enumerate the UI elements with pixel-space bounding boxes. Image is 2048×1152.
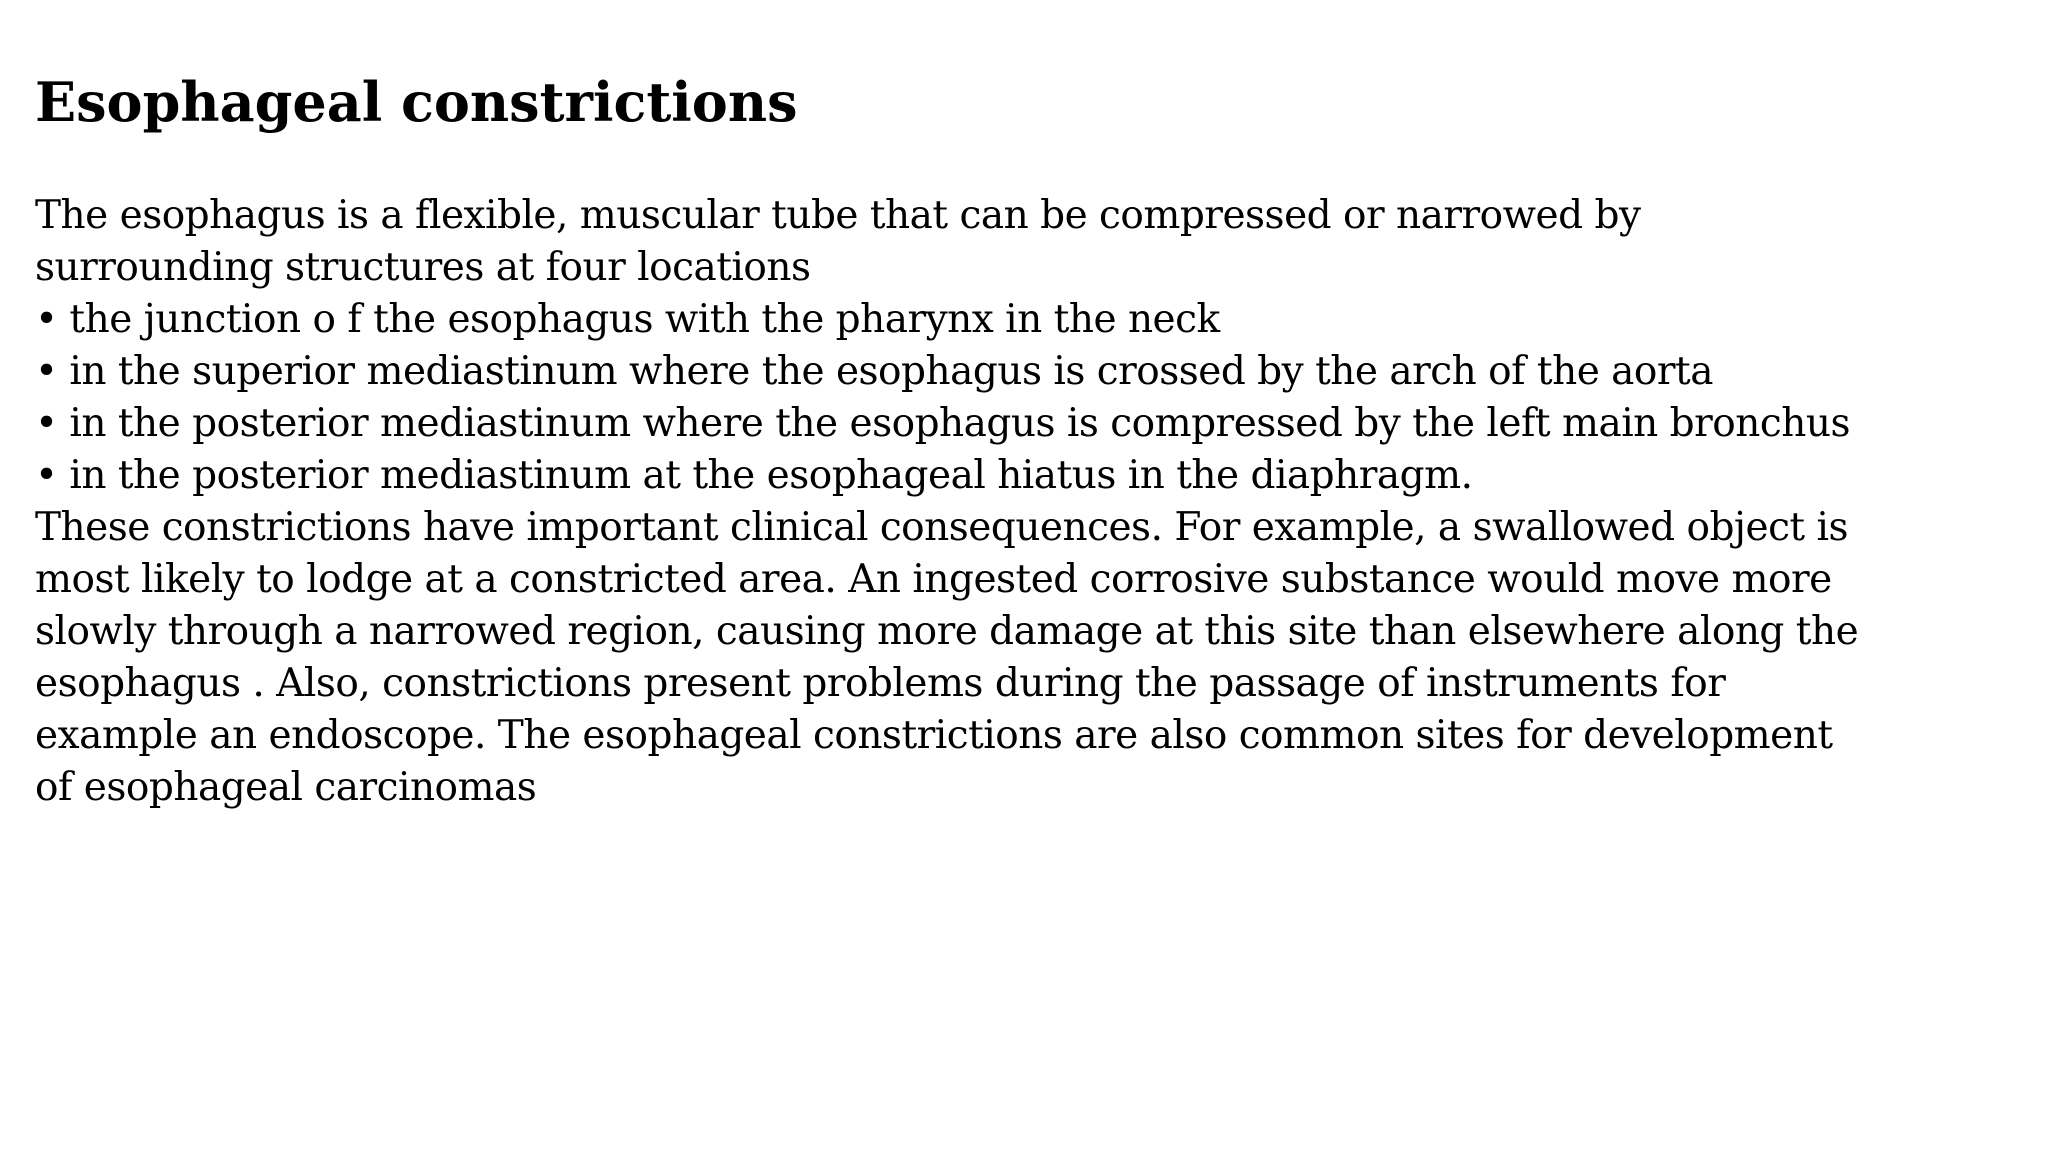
- conclusion-line: example an endoscope. The esophageal constrictions are also common sites for development: [35, 712, 1833, 758]
- conclusion-line: slowly through a narrowed region, causing more damage at this site than elsewhere along the: [35, 608, 1859, 654]
- bullet-item: • in the superior mediastinum where the esophagus is crossed by the arch of the aorta: [35, 348, 1713, 394]
- bullet-item: • in the posterior mediastinum at the esophageal hiatus in the diaphragm.: [35, 452, 1473, 498]
- intro-line: The esophagus is a flexible, muscular tube that can be compressed or narrowed by: [35, 192, 1641, 238]
- bullet-item: • in the posterior mediastinum where the esophagus is compressed by the left main bronchus: [35, 400, 1850, 446]
- slide-content: [35, 70, 2025, 814]
- slide-body: [35, 190, 2025, 814]
- conclusion-line: These constrictions have important clinical consequences. For example, a swallowed object is: [35, 504, 1848, 550]
- conclusion-line: of esophageal carcinomas: [35, 764, 537, 810]
- conclusion-line: most likely to lodge at a constricted area. An ingested corrosive substance would move more: [35, 556, 1832, 602]
- intro-line: surrounding structures at four locations: [35, 244, 811, 290]
- conclusion-line: esophagus . Also, constrictions present problems during the passage of instruments for: [35, 660, 1726, 706]
- slide-title: Esophageal constrictions: [35, 70, 798, 134]
- bullet-item: • the junction o f the esophagus with the pharynx in the neck: [35, 296, 1220, 342]
